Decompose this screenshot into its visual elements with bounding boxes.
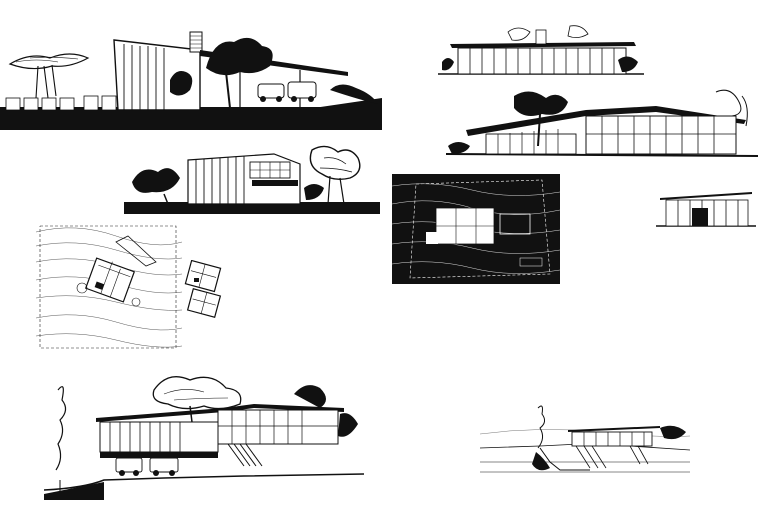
house-302-second-elevation: [124, 142, 380, 214]
house-302-floor-plan: [184, 260, 224, 320]
house-304-front-elevation: [438, 24, 644, 80]
house-304u-description: [396, 380, 476, 490]
house-304-side-elevation: [656, 186, 756, 230]
house-304-site-plan: [392, 174, 560, 284]
house-304-description: [572, 240, 651, 360]
house-304-perspective: [446, 86, 758, 162]
house-302-description: [241, 238, 320, 318]
house-304u-section-drawing: [480, 398, 690, 484]
house-302-elevation-drawing: [0, 28, 382, 130]
house-302-site-plan: [36, 222, 182, 354]
house-304u-elevation: [44, 370, 364, 500]
